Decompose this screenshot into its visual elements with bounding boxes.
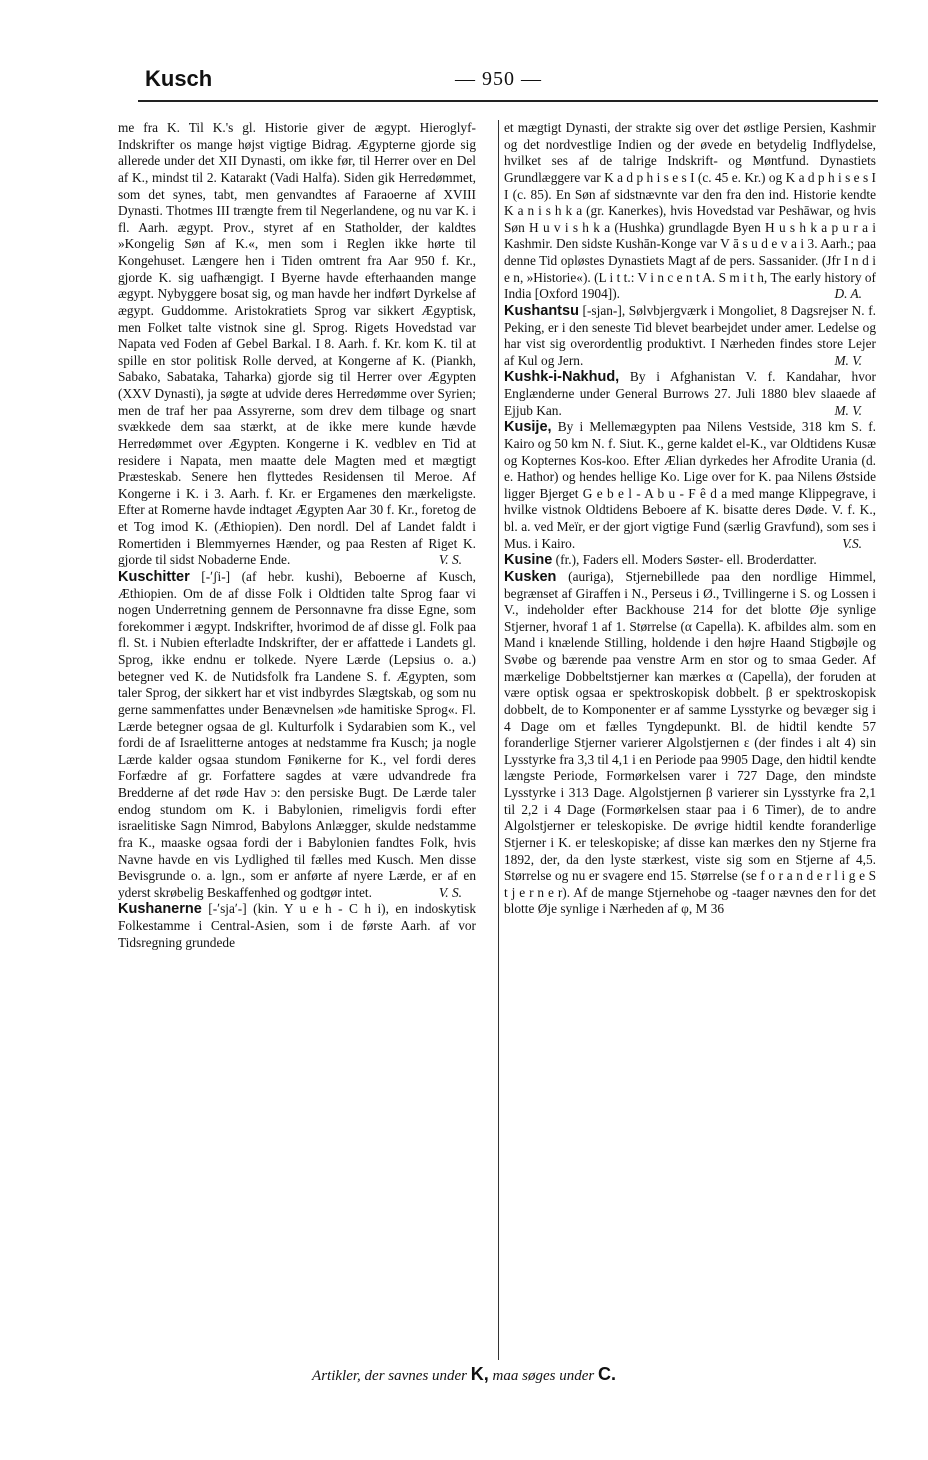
footer-text: maa søges under	[488, 1368, 598, 1384]
entry-kusije	[504, 419, 876, 552]
headword: Kusije,	[504, 419, 552, 436]
author-signature: V. S.	[438, 552, 462, 568]
entry-text: (fr.), Faders ell. Moders Søster- ell. Broderdatter.	[552, 552, 817, 568]
left-column	[118, 120, 476, 1360]
entry-kushanerne-continuation	[504, 120, 876, 303]
entry-text: [-sjan-], Sølvbjergværk i Mongoliet, 8 Dagsrejser N. f. Peking, er i den seneste Tid blevet bearbejdet under amer. Ledelse og har vist sig overordentlig produktivt. I Nærheden findes store Lejer af Kul og Jern.	[504, 302, 876, 368]
entry-text: [-ʹʃi-] (af hebr. kushi), Beboerne af Kusch, Æthiopien. Om de af disse Folk i Oldtiden talte Sprog faar vi nogen Underretning gennem de Personnavne fra disse Egne, som forekommer i ægypt. Indskrifter, hvorimod de af disse gl. Folk paa fl. St. i Nubien efterladte Indskrifter, der er affattede i Landets gl. Sprog, ikke endnu er tolkede. Nyere Lærde (Lepsius o. a.) betegner ved K. de Nutidsfolk fra Landene S. f. Ægypten, som taler Sprog, der sikkert har et vist indbyrdes Slægtskab, og som nu gerne sammenfattes under Benævnelsen »de hamitiske Sprog«. Fl. Lærde betegner ogsaa de gl. Kulturfolk i Sydarabien som K., vel fordi de af Israelitterne antoges at nedstamme fra Kusch; ja nogle Lærde kalder ogsaa stundom Fønikerne for K., vel fordi deres Forfædre af gr. Forfattere sagdes at være udvandrede fra Bredderne af det røde Hav ɔ: den persiske Bugt. De Lærde taler endog stundom om K. i Babylonien, rimeligvis fordi efter israelitiske Sagn Nimrod, Babylons Anlægger, skulde nedstamme fra K., maaske ogsaa fordi der i Babylonien fandtes Folk, hvis Navne havde en vis Lydlighed til fælles med Kusch. Men disse Bevisgrunde o. a. lgn., som er anførte af nyere Lærde, er af en yderst skrøbelig Beskaffenhed og godtgør intet.	[118, 568, 476, 900]
page-footer-note	[0, 1364, 928, 1385]
headword: Kusken	[504, 568, 557, 585]
author-signature: V.S.	[842, 535, 862, 551]
page-header	[145, 66, 875, 100]
entry-kusine	[504, 552, 876, 569]
entry-text: me fra K. Til K.'s gl. Historie giver de ægypt. Hieroglyf-Indskrifter os mange højst vigtige Bidrag. Ægypterne gjorde sig allerede under det XII Dynasti, om ikke før, til Herrer over en Del af K., mindst til 2. Katarakt (Vadi Halfa). Siden gik Herredømmet, som det synes, tabt, men genvandtes af Faraoerne af XVIII Dynasti. Thotmes III trængte frem til Negerlandene, og nu var K. i fl. Aarh. ægypt. Prov., styret af en Statholder, der kaldtes »Kongelig Søn af K.«, men som i Reglen ikke hørte til Kongehuset. Længere hen i Tiden omtrent fra Aar 950 f. Kr., gjorde K. sig uafhængigt. I Byerne havde efterhaanden mange ægypt. Nybyggere bosat sig, og man havde her indført Dyrkelse af ægypt. Guddomme. Aristokratiets Sprog var sikkert Ægyptisk, men Folket talte vistnok sine gl. Sprog. Rigets Hovedstad var Napata ved Foden af Gebel Barkal. I 8. Aarh. f. Kr. kom K. til at spille en stor politisk Rolle derved, at Kongerne af K. (Piankh, Sabako, Sabataka, Taharka) gjorde sig til Herrer over Ægypten (XXV Dynasti), ja søgte at udvide deres Herredømme over Syrien; men de traf her paa Assyrerne, som drev dem tilbage og snart svækkede dem saa stærkt, at de ikke mere kunde hævde Herredømmet over Ægypten. Kongerne i K. vedblev en Tid at residere i Napata, men maatte dele Magten med et mægtigt Præsteskab. Senere hen flyttedes Residensen til Meroe. Af Kongerne i K. i 3. Aarh. f. Kr. er Ergamenes den mærkeligste. Efter at Romerne havde indtaget Ægypten Aar 30 f. Kr., foretog de et Tog imod K. (Æthiopien). Den nordl. Del af Landet faldt i Romertiden i Blemmyernes Hænder, og paa Resten af Riget K. gjorde til sidst Nobaderne Ende.	[118, 120, 476, 568]
headword: Kuschitter	[118, 568, 190, 585]
author-signature: D. A.	[834, 286, 862, 302]
author-signature: M. V.	[834, 402, 862, 418]
entry-text: By i Mellemægypten paa Nilens Vestside, 318 km S. f. Kairo og 50 km N. f. Siut. K., gerne kaldet el-K., var Oldtidens Kusæ og Kopternes Kos-koo. Efter Ælian dyrkedes her Afrodite Urania (d. e. Hathor) og hendes hellige Ko. Lige over for K. paa Nilens Østside ligger Bjerget G e b e l - A b u - F ê d a med mange Klippegrave, i hvilke vistnok Oldtidens Beboere af K. bisatte deres Døde. V. f. K., bl. a. ved Meïr, er der gjort vigtige Fund (særlig Gravfund), som ses i Mus. i Kairo.	[504, 419, 876, 551]
entry-kushk-i-nakhud	[504, 369, 876, 419]
footer-letter-c: C.	[597, 1364, 616, 1384]
author-signature: M. V.	[834, 352, 862, 368]
header-rule	[138, 100, 878, 102]
entry-text: et mægtigt Dynasti, der strakte sig over det østlige Persien, Kashmir og det nordvestlige Indien og der øvede en betydelig Indflydelse, hvilket ses af de talrige Indskrift- og Møntfund. Dynastiets Grundlæggere var K a d p h i s e s I (c. 45 e. Kr.) og K a d p h i s e s I I (c. 85). En Søn af sidstnævnte var den fra den ind. Historie kendte K a n i s h k a (gr. Kanerkes), hvis Hovedstad var Peshāwar, og hvis Søn H u v i s h k a (Hushka) grundlagde Byen H u s h k a p u r a i Kashmir. Den sidste Kushān-Konge var V ā s u d e v a i 3. Aarh.; paa denne Tid opløstes Dynastiets Magt af de pers. Sassanider. (Jfr I n d i e n, »Historie«). (L i t t.: V i n c e n t A. S m i t h, The early history of India [Oxford 1904]).	[504, 120, 876, 302]
footer-text: Artikler, der savnes under	[312, 1368, 471, 1384]
page-number: — 950 —	[455, 68, 542, 90]
entry-kushanerne	[118, 901, 476, 951]
footer-letter-k: K,	[470, 1364, 489, 1384]
column-divider	[498, 120, 499, 1360]
entry-kuschitter	[118, 569, 476, 902]
headword: Kusine	[504, 552, 553, 569]
entry-kusch-continuation	[118, 120, 476, 569]
entry-text: [-ʹsjaʹ-] (kin. Y u e h - C h i), en indoskytisk Folkestamme i Central-Asien, som i de første Aarh. af vor Tidsregning grundede	[118, 901, 476, 950]
entry-kusken	[504, 569, 876, 918]
entry-text: (auriga), Stjernebillede paa den nordlige Himmel, begrænset af Giraffen i N., Perseus i Ø., Tvillingerne i S. og Lossen i V., indeholder efter Backhouse 214 for det blotte Øje synlige Stjerner, hvoraf 1 af 1. Størrelse (α Capella). K. afbildes alm. som en Mand i knælende Stilling, holdende i den højre Haand Stigbøjle og Svøbe og bærende paa venstre Arm en stor og to smaa Geder. Af mærkelige Dobbeltstjerner kan mærkes α (Capella), der foruden at være optisk ogsaa er spektroskopisk dobbelt. β er spektroskopisk dobbelt, de to Komponenter er af samme Lysstyrke og bevæger sig i 4 Dage om et fælles Tyngdepunkt. Bl. de hidtil kendte 57 foranderlige Stjerner varierer Algolstjernen ε (der findes i alt 4) sin Lysstyrke fra 3,3 til 4,1 i en Periode paa 9905 Dage, den hidtil kendte længste Periode, Formørkelsen varer i 727 Dage, den mindste Lysstyrke i 313 Dage. Algolstjernen β varierer sin Lysstyrke fra 2,1 til 2,2 i 4 Dage (Formørkelsen staar paa i 6 Timer), de to andre Algolstjerner er teleskopiske. De øvrige hidtil kendte foranderlige Stjerner i K. er teleskopiske; af disse kan mærkes den ny Stjerne fra 1892, der, da den lyste stærkest, viste sig som en Stjerne af 4,5. Størrelse og nu er svagere end 15. Størrelse (se f o r a n d e r l i g e S t j e r n e r). Af de mange Stjernehobe og -taager nævnes den for det blotte Øje synlige i Nærheden af φ, M 36	[504, 568, 876, 917]
entry-kushantsu	[504, 303, 876, 370]
headword: Kushanerne	[118, 901, 202, 918]
headword: Kushantsu	[504, 302, 579, 319]
author-signature: V. S.	[438, 884, 462, 900]
entry-text: By i Afghanistan V. f. Kandahar, hvor Englænderne under General Burrows 27. Juli 1880 blev slaaede af Ejjub Kan.	[504, 369, 876, 418]
running-title: Kusch	[145, 66, 213, 91]
headword: Kushk-i-Nakhud,	[504, 369, 620, 386]
right-column	[504, 120, 876, 1360]
